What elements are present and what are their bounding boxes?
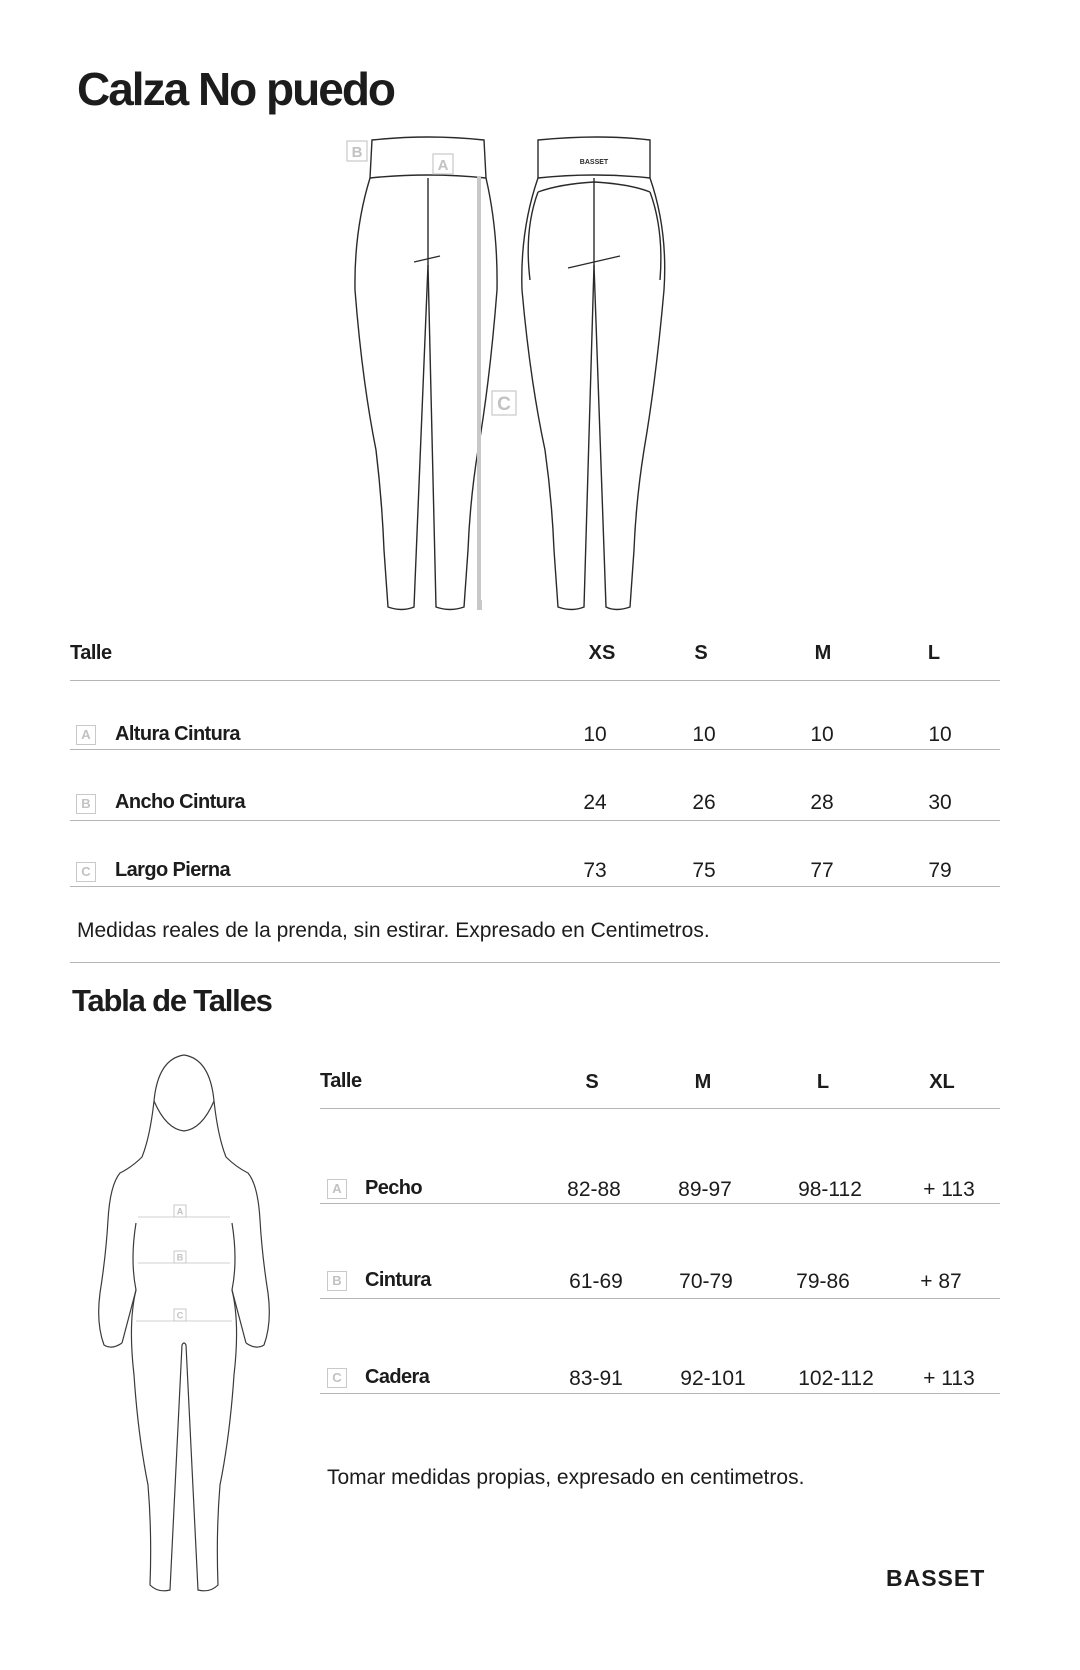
row-label-largo-pierna: Largo Pierna xyxy=(115,859,231,881)
body-marker-a: A xyxy=(176,1206,184,1217)
chart-size-xl: XL xyxy=(929,1071,955,1093)
marker-b-label: B xyxy=(351,144,363,161)
chart-size-l: L xyxy=(816,1071,830,1093)
cell: 61-69 xyxy=(569,1270,623,1293)
divider xyxy=(70,820,1000,821)
badge-b: B xyxy=(76,794,96,814)
row-label-cintura: Cintura xyxy=(365,1269,431,1291)
body-silhouette xyxy=(92,1045,292,1605)
cell: 30 xyxy=(928,791,952,814)
cell: 89-97 xyxy=(678,1178,732,1201)
divider xyxy=(320,1108,1000,1109)
cell: 24 xyxy=(583,791,607,814)
badge-a: A xyxy=(76,725,96,745)
cell: 28 xyxy=(810,791,834,814)
cell: 79-86 xyxy=(796,1270,850,1293)
cell: 82-88 xyxy=(567,1178,621,1201)
body-marker-c: C xyxy=(176,1310,184,1321)
cell: + 87 xyxy=(920,1270,962,1293)
garment-note: Medidas reales de la prenda, sin estirar. Expresado en Centimetros. xyxy=(77,919,710,942)
size-chart-title: Tabla de Talles xyxy=(72,983,272,1018)
cell: 75 xyxy=(692,859,716,882)
divider xyxy=(70,749,1000,750)
badge-c: C xyxy=(76,862,96,882)
divider xyxy=(70,680,1000,681)
cell: 26 xyxy=(692,791,716,814)
page-title: Calza No puedo xyxy=(77,63,395,115)
cell: 10 xyxy=(692,723,716,746)
garment-size-l: L xyxy=(927,642,941,664)
divider xyxy=(70,886,1000,887)
cell: 10 xyxy=(583,723,607,746)
badge-a: A xyxy=(327,1179,347,1199)
size-chart-note: Tomar medidas propias, expresado en centimetros. xyxy=(327,1466,805,1489)
cell: 83-91 xyxy=(569,1367,623,1390)
cell: + 113 xyxy=(923,1367,975,1390)
cell: 73 xyxy=(583,859,607,882)
divider xyxy=(70,962,1000,963)
badge-c: C xyxy=(327,1368,347,1388)
size-chart-header: Talle xyxy=(320,1070,362,1092)
cell: 70-79 xyxy=(679,1270,733,1293)
garment-size-m: M xyxy=(814,642,832,664)
marker-c-label: C xyxy=(497,394,511,415)
cell: 98-112 xyxy=(798,1178,862,1201)
garment-size-xs: XS xyxy=(588,642,616,664)
cell: 79 xyxy=(928,859,952,882)
divider xyxy=(320,1203,1000,1204)
marker-a-label: A xyxy=(437,157,449,174)
garment-table-header: Talle xyxy=(70,642,112,664)
body-marker-b: B xyxy=(176,1252,184,1263)
basset-logo: BASSET xyxy=(886,1565,986,1591)
cell: + 113 xyxy=(923,1178,975,1201)
divider xyxy=(320,1298,1000,1299)
chart-size-s: S xyxy=(585,1071,599,1093)
leggings-illustration xyxy=(0,0,1080,640)
cell: 102-112 xyxy=(798,1367,874,1390)
row-label-cadera: Cadera xyxy=(365,1366,430,1388)
cell: 92-101 xyxy=(680,1367,746,1390)
badge-b: B xyxy=(327,1271,347,1291)
cell: 77 xyxy=(810,859,834,882)
divider xyxy=(320,1393,1000,1394)
row-label-altura-cintura: Altura Cintura xyxy=(115,723,240,745)
row-label-pecho: Pecho xyxy=(365,1177,423,1199)
garment-size-s: S xyxy=(694,642,708,664)
chart-size-m: M xyxy=(694,1071,712,1093)
brand-tag: BASSET xyxy=(579,159,609,166)
cell: 10 xyxy=(810,723,834,746)
cell: 10 xyxy=(928,723,952,746)
row-label-ancho-cintura: Ancho Cintura xyxy=(115,791,245,813)
